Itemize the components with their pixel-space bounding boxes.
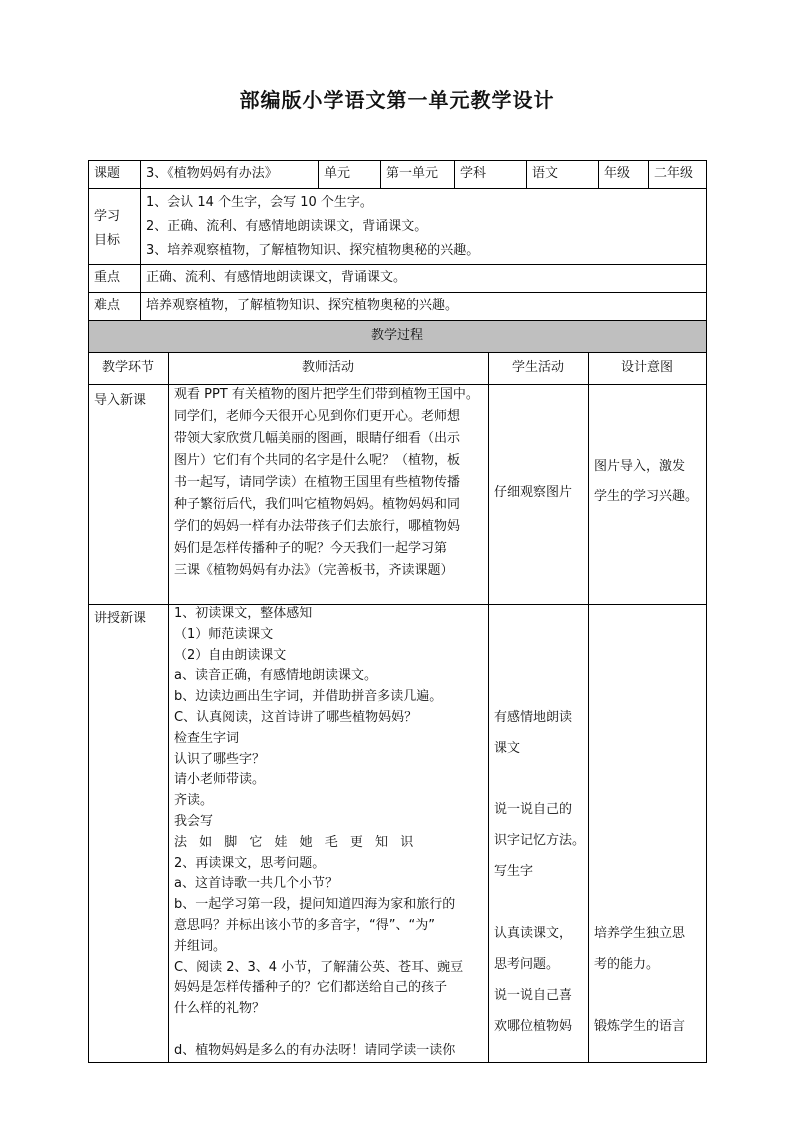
intro-design-intent bbox=[594, 452, 698, 512]
text-line: 识字记忆方法。 bbox=[494, 833, 586, 848]
text-line: 认真读课文， bbox=[494, 926, 573, 941]
text-line: 三课《植物妈妈有办法》（完善板书，齐读课题） bbox=[174, 563, 454, 578]
text-line: 请小老师带读。 bbox=[174, 772, 266, 788]
goal-item-1: 1、会认 14 个生字，会写 10 个生字。 bbox=[146, 195, 373, 210]
text-line: 有感情地朗读 bbox=[494, 710, 573, 725]
text-line: d、植物妈妈是多么的有办法呀！请同学读一读你 bbox=[174, 1042, 456, 1058]
document-title: 部编版小学语文第一单元教学设计 bbox=[239, 88, 555, 112]
process-header: 教学过程 bbox=[370, 328, 423, 343]
text-line: 什么样的礼物？ bbox=[174, 1001, 266, 1017]
goal-item-2: 2、正确、流利、有感情地朗读课文，背诵课文。 bbox=[146, 219, 428, 234]
topic-label: 课题 bbox=[94, 166, 121, 181]
text-line: 培养学生独立思 bbox=[594, 926, 686, 941]
col-header-intent: 设计意图 bbox=[620, 360, 673, 375]
text-line: 课文 bbox=[494, 741, 521, 756]
goals-label-line2: 目标 bbox=[94, 233, 121, 248]
text-line: C、阅读 2、3、4 小节，了解蒲公英、苍耳、豌豆 bbox=[174, 959, 464, 975]
lecture-student-activity-a bbox=[494, 702, 572, 764]
text-line: 意思吗？并标出该小节的多音字，“得”、“为” bbox=[174, 917, 435, 933]
text-line: 2、再读课文，思考问题。 bbox=[174, 855, 326, 871]
subject-value: 语文 bbox=[532, 166, 559, 181]
text-line: b、边读边画出生字词，并借助拼音多读几遍。 bbox=[174, 689, 443, 705]
text-line: 说一说自己的 bbox=[494, 802, 573, 817]
lecture-student-activity-b bbox=[494, 794, 585, 887]
lecture-stage: 讲授新课 bbox=[94, 611, 147, 626]
goals-label-line1: 学习 bbox=[94, 209, 121, 224]
text-line: 图片）它们有个共同的名字是什么呢？（植物，板 bbox=[174, 453, 461, 468]
text-line: 并组词。 bbox=[174, 938, 227, 954]
text-line: 我会写 bbox=[174, 813, 214, 829]
text-line: （2）自由朗读课文 bbox=[174, 647, 287, 663]
grade-label: 年级 bbox=[604, 166, 631, 181]
col-header-teacher: 教师活动 bbox=[301, 360, 354, 375]
col-header-stage: 教学环节 bbox=[101, 360, 154, 375]
text-line: 齐读。 bbox=[174, 793, 214, 809]
unit-value: 第一单元 bbox=[386, 166, 439, 181]
text-line: 妈们是怎样传播种子的呢？今天我们一起学习第 bbox=[174, 541, 448, 556]
text-line: 书一起写，请同学读）在植物王国里有些植物传播 bbox=[174, 475, 461, 490]
text-line: （1）师范读课文 bbox=[174, 626, 274, 642]
text-line: 1、初读课文，整体感知 bbox=[174, 606, 313, 621]
subject-label: 学科 bbox=[460, 166, 487, 181]
goal-item-3: 3、培养观察植物，了解植物知识、探究植物奥秘的兴趣。 bbox=[146, 243, 480, 258]
text-line: 图片导入，激发 bbox=[594, 459, 686, 474]
text-line: 欢哪位植物妈 bbox=[494, 1019, 573, 1034]
text-line: 学们的妈妈一样有办法带孩子们去旅行，哪植物妈 bbox=[174, 519, 461, 534]
text-line: 种子繁衍后代，我们叫它植物妈妈。植物妈妈和同 bbox=[174, 497, 461, 512]
lecture-teacher-activity bbox=[174, 604, 463, 1062]
text-line: 法 如 脚 它 娃 她 毛 更 知 识 bbox=[174, 834, 418, 850]
intro-stage: 导入新课 bbox=[94, 393, 147, 408]
grade-value: 二年级 bbox=[654, 166, 694, 181]
key-point-text: 正确、流利、有感情地朗读课文，背诵课文。 bbox=[146, 270, 407, 285]
difficulty-label: 难点 bbox=[94, 298, 121, 313]
text-line: 同学们，老师今天很开心见到你们更开心。老师想 bbox=[174, 409, 461, 424]
difficulty-text: 培养观察植物，了解植物知识、探究植物奥秘的兴趣。 bbox=[146, 298, 459, 313]
text-line: b、一起学习第一段，提问知道四海为家和旅行的 bbox=[174, 897, 456, 913]
text-line: a、这首诗歌一共几个小节？ bbox=[174, 876, 338, 892]
col-header-student: 学生活动 bbox=[511, 360, 564, 375]
text-line: 写生字 bbox=[494, 864, 534, 879]
text-line: C、认真阅读，这首诗讲了哪些植物妈妈？ bbox=[174, 709, 418, 725]
text-line: 说一说自己喜 bbox=[494, 988, 573, 1003]
text-line: 观看 PPT 有关植物的图片把学生们带到植物王国中。 bbox=[174, 387, 479, 402]
text-line: 锻炼学生的语言 bbox=[594, 1019, 686, 1034]
text-line: 考的能力。 bbox=[594, 957, 660, 972]
text-line: 妈妈是怎样传播种子的？它们都送给自己的孩子 bbox=[174, 980, 448, 996]
lecture-design-intent-a bbox=[594, 918, 685, 980]
text-line: 学生的学习兴趣。 bbox=[594, 489, 699, 504]
lecture-design-intent-b bbox=[594, 1011, 685, 1042]
key-point-label: 重点 bbox=[94, 270, 121, 285]
text-line: 认识了哪些字？ bbox=[174, 751, 266, 767]
intro-teacher-activity bbox=[174, 384, 479, 582]
text-line bbox=[174, 1020, 463, 1041]
topic-value: 3、《植物妈妈有办法》 bbox=[146, 166, 278, 181]
lecture-student-activity-c bbox=[494, 918, 572, 1042]
text-line: a、读音正确，有感情地朗读课文。 bbox=[174, 668, 377, 684]
text-line: 检查生字词 bbox=[174, 730, 240, 746]
text-line: 带领大家欣赏几幅美丽的图画，眼睛仔细看（出示 bbox=[174, 431, 461, 446]
unit-label: 单元 bbox=[324, 166, 351, 181]
text-line: 思考问题。 bbox=[494, 957, 560, 972]
intro-student-activity: 仔细观察图片 bbox=[494, 485, 573, 500]
